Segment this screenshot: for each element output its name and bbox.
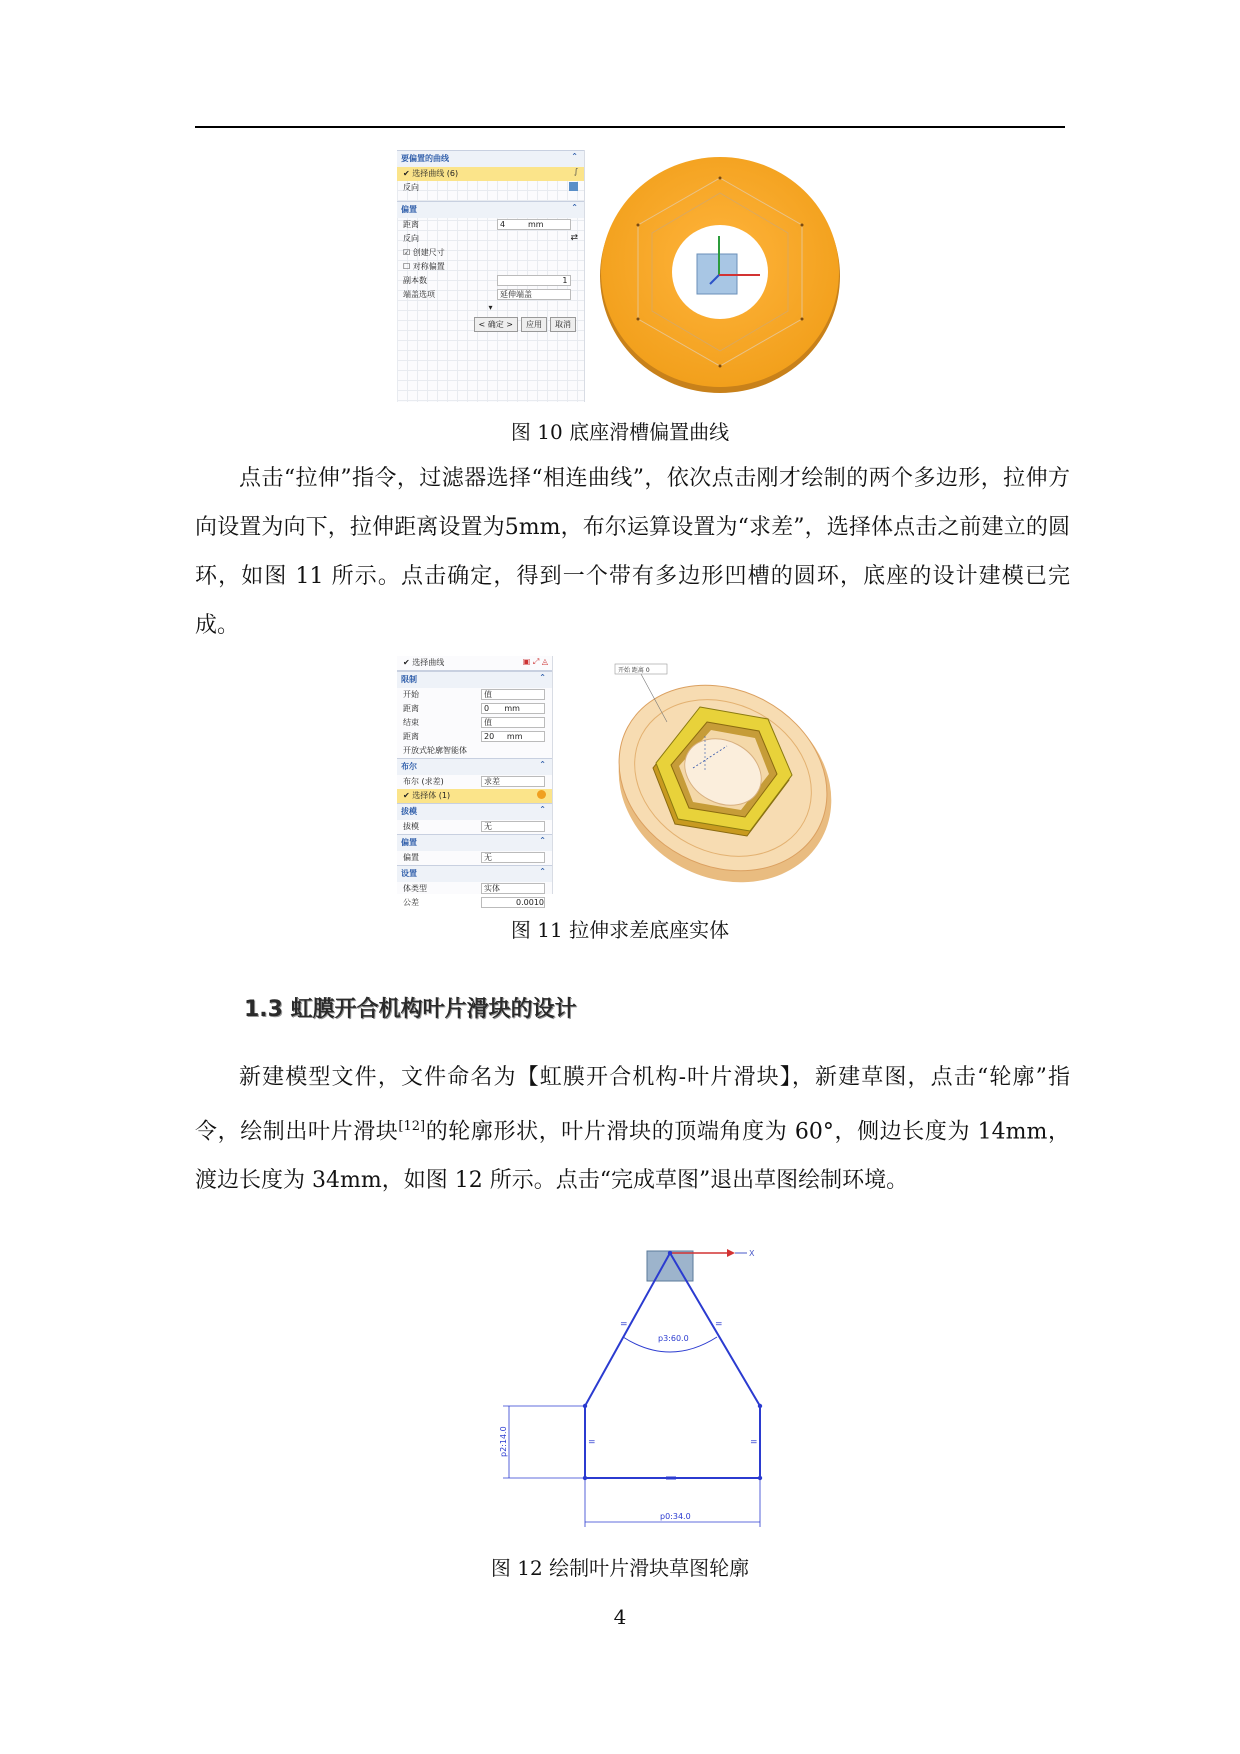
ok-button[interactable]: < 确定 > [474,317,519,332]
section-curves[interactable]: 要偏置的曲线 ⌃ [397,150,584,167]
paragraph-slider [195,1053,1070,1205]
section-limits[interactable]: 限制 ⌃ [397,671,552,688]
paragraph-extrude [195,454,1070,650]
curve-icon: ∫ [573,167,578,176]
more-arrow[interactable]: ▾ [488,303,493,312]
end-select[interactable]: 值 [481,717,545,728]
open-profile-checkbox[interactable]: 开放式轮廓智能体 [403,746,467,755]
collapse-icon[interactable]: ⌃ [539,760,546,769]
start-distance-input[interactable]: 0 mm [481,703,545,714]
collapse-icon[interactable]: ⌃ [571,152,578,161]
paragraph-text [195,1053,1070,1205]
section-offset[interactable]: 偏置 ⌃ [397,201,584,218]
reverse-icon[interactable] [569,182,578,191]
end-distance-row: 距离 20 mm [397,730,552,744]
apply-button[interactable]: 应用 [521,317,547,332]
toolbar-icons[interactable]: ▣ ⤢ ◬ [522,657,548,666]
equal-constraint: = [588,1438,596,1448]
section-boolean[interactable]: 布尔 ⌃ [397,758,552,775]
angle-dimension: p3:60.0 [658,1334,689,1343]
citation: [12] [398,1119,426,1134]
slider-sketch [495,1245,775,1535]
start-row: 开始 值 [397,688,552,702]
select-curve-row[interactable]: ✔ 选择曲线 (6) ∫ [397,167,584,181]
extrude-difference-view [605,660,845,895]
base-dimension: p0:34.0 [660,1512,691,1521]
slider-profile [585,1253,760,1478]
offset-ring-view [590,148,850,398]
collapse-icon[interactable]: ⌃ [539,673,546,682]
header-rule [195,126,1065,128]
direction-icon[interactable]: ⇄ [570,233,578,243]
collapse-icon[interactable]: ⌃ [571,203,578,212]
side-dimension: p2:14.0 [499,1426,508,1457]
x-axis-label: X [749,1249,755,1258]
offset-row: 偏置 无 [397,851,552,865]
start-distance-row: 距离 0 mm [397,702,552,716]
x-axis-head [727,1249,735,1257]
collapse-icon[interactable]: ⌃ [539,867,546,876]
symmetric-checkbox[interactable]: ☐ 对称偏置 [403,262,445,271]
boolean-select[interactable]: 求差 [481,776,545,787]
select-body-row[interactable]: ✔ 选择体 (1) [397,789,552,803]
direction-row: 反向 ⇄ [403,233,578,243]
method-select[interactable]: 延伸端盖 [497,289,571,300]
section-settings[interactable]: 设置 ⌃ [397,865,552,882]
collapse-icon[interactable]: ⌃ [539,836,546,845]
equal-constraint: = [620,1320,628,1330]
equal-constraint: = [715,1320,723,1330]
end-row: 结束 值 [397,716,552,730]
copies-input[interactable]: 1 [497,275,571,286]
figure10-caption: 图 10 底座滑槽偏置曲线 [510,420,730,444]
body-icon [537,790,546,799]
distance-row: 距离 4 mm [397,218,584,232]
extrude-dialog [397,656,553,907]
start-select[interactable]: 值 [481,689,545,700]
tolerance-input[interactable]: 0.0010 [481,897,545,908]
paragraph-part: 新建模型文件，文件命名为【虹膜开合机构-叶片滑块】，新建草图，点击“轮廓”指令，绘制出叶片滑块 [195,1065,1070,1145]
body-type-select[interactable]: 实体 [481,883,545,894]
distance-input[interactable]: 4 mm [497,219,571,230]
reverse-row[interactable]: 反向 [397,181,584,195]
offset-select[interactable]: 无 [481,852,545,863]
sketch-origin-plane [647,1251,693,1281]
figure11-caption: 图 11 拉伸求差底座实体 [510,918,730,942]
section-heading: 1.3 虹膜开合机构叶片滑块的设计 [244,997,577,1022]
select-curve-header[interactable]: ✔ 选择曲线 ▣ ⤢ ◬ [397,656,552,671]
collapse-icon[interactable]: ⌃ [539,805,546,814]
end-distance-input[interactable]: 20 mm [481,731,545,742]
draft-row: 拔模 无 [397,820,552,834]
page-number: 4 [613,1605,627,1629]
section-offset[interactable]: 偏置 ⌃ [397,834,552,851]
offset-curve-dialog [397,150,585,402]
paragraph-text: 点击“拉伸”指令，过滤器选择“相连曲线”，依次点击刚才绘制的两个多边形，拉伸方向设置为向下，拉伸距离设置为5mm，布尔运算设置为“求差”，选择体点击之前建立的圆环，如图 11 所示。点击确定，得到一个带有多边形凹槽的圆环，底座的设计建模已完成。 [195,466,1070,638]
body-type-row: 体类型 实体 [397,882,552,896]
cancel-button[interactable]: 取消 [550,317,576,332]
distance-tag: 开始 距离 0 [618,667,650,674]
tolerance-row: 公差 0.0010 [403,898,544,907]
method-row: 端盖选项 延伸端盖 [397,288,584,302]
dialog-buttons [397,316,584,330]
section-draft[interactable]: 拔模 ⌃ [397,803,552,820]
create-size-checkbox[interactable]: ☑ 创建尺寸 [403,248,445,257]
boolean-row: 布尔 (求差) 求差 [397,775,552,789]
equal-constraint: = [750,1438,758,1448]
figure12-caption: 图 12 绘制叶片滑块草图轮廓 [490,1556,750,1580]
copies-row: 副本数 1 [397,274,584,288]
draft-select[interactable]: 无 [481,821,545,832]
paragraph-part: 的轮廓形状，叶片滑块的顶端角度为 60°，侧边长度为 14mm，渡边长度为 34mm，如图 12 所示。点击“完成草图”退出草图绘制环境。 [195,1119,1070,1194]
